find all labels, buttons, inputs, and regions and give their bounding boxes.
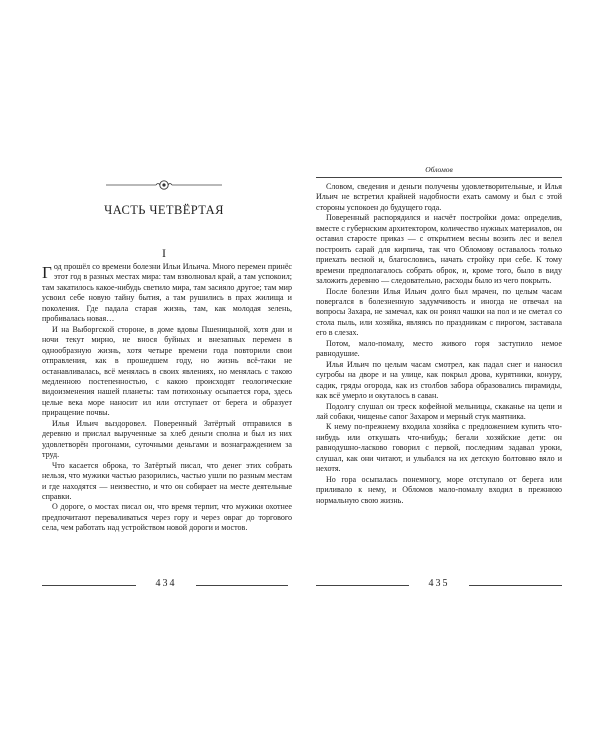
paragraph: После болезни Илья Ильич долго был мрачен, по целым часам повергался в болезненную задумчивость и иногда не отвечал на вопросы Захара, не замечал, как он ронял чашки на пол и не сметал со стола пыль, или хозяйка, являясь по праздникам с пирогом, заставала его в слезах.	[316, 286, 562, 338]
paragraph: Илья Ильич выздоровел. Поверенный Затёртый отправился в деревню и прислал вырученные за хлеб деньги сполна и был из них удовлетворён прогонами, суточными деньгами и вознаграждением за труд.	[42, 418, 292, 460]
right-page	[300, 0, 600, 750]
paragraph: К нему по-прежнему входила хозяйка с предложением купить что-нибудь или откушать что-нибудь; бегали хозяйские дети: он равнодушно-ласково говорил с первой, последним задавал уроки, слушал, как они читают, и улыбался на их детскую болтовню вяло и нехотя.	[316, 422, 562, 474]
running-head: Обломов	[425, 165, 453, 174]
part-title: ЧАСТЬ ЧЕТВЁРТАЯ	[104, 203, 224, 217]
page-number: 434	[136, 578, 196, 589]
paragraph: Что касается оброка, то Затёртый писал, что денег этих собрать нельзя, что мужики частью разорились, частью ушли по разным местам и где находятся — неизвестно, и что он собирает на месте деятельные справки.	[42, 460, 292, 501]
ornament-divider	[106, 178, 222, 192]
chapter-number: I	[162, 246, 166, 260]
left-page-text	[42, 262, 292, 534]
drop-cap: Г	[42, 263, 52, 282]
paragraph: Год прошёл со времени болезни Ильи Ильича. Много перемен принёс этот год в разных местах мира: там взволновал край, а там успокоил; там закатилось какое-нибудь светило мира, там засияло другое; там мир усвоил себе новую тайну бытия, а там рушились в прах жилища и поколения. Где падала старая жизнь, там, как молодая зелень, пробивалась новая…	[42, 262, 292, 324]
paragraph: Потом, мало-помалу, место живого горя заступило немое равнодушие.	[316, 338, 562, 359]
right-page-text	[316, 182, 562, 506]
paragraph: И на Выборгской стороне, в доме вдовы Пшеницыной, хотя дни и ночи текут мирно, не внося буйных и внезапных перемен в однообразную жизнь, хотя четыре времени года повторили свои отправления, как в прошедшем году, но жизнь всё-таки не останавливалась, всё менялась в своих явлениях, но менялась с такою медленною постепенностью, с какою происходят геологические видоизменения нашей планеты: там потихоньку осыпается гора, здесь целые века море наносит ил или отступает от берега и образует приращение почвы.	[42, 324, 292, 418]
paragraph: Подолгу слушал он треск кофейной мельницы, скаканье на цепи и лай собаки, чищенье сапог Захаром и мерный стук маятника.	[316, 401, 562, 421]
paragraph: Илья Ильич по целым часам смотрел, как падал снег и наносил сугробы на дворе и на улице, как покрыл дрова, курятники, конуру, садик, гряды огорода, как из столбов забора образовались пирамиды, как всё умерло и окуталось в саван.	[316, 359, 562, 401]
header-rule	[316, 177, 562, 178]
page-number: 435	[409, 578, 469, 589]
paragraph: Словом, сведения и деньги получены удовлетворительные, и Илья Ильич не встретил крайней надобности ехать самому и был с этой стороны успокоен до будущего года.	[316, 182, 562, 212]
paragraph: О дороге, о мостах писал он, что время терпит, что мужики охотнее предпочитают переваливаться через гору и через овраг до торгового села, чем работать над устройством новой дороги и мостов.	[42, 502, 292, 533]
paragraph: Но гора осыпалась понемногу, море отступало от берега или приливало к нему, и Обломов мало-помалу входил в прежнюю нормальную свою жизнь.	[316, 474, 562, 505]
paragraph: Поверенный распорядился и насчёт постройки дома: определив, вместе с губернским архитектором, количество нужных материалов, он оставил старосте приказ — с открытием весны возить лес и велел построить сарай для кирпича, так что Обломову оставалось только приехать весной и, благословись, начать стройку при себе. К тому времени предполагалось собрать оброк, и, кроме того, было в виду заложить деревню — следовательно, расходы было из чего покрыть.	[316, 213, 562, 286]
